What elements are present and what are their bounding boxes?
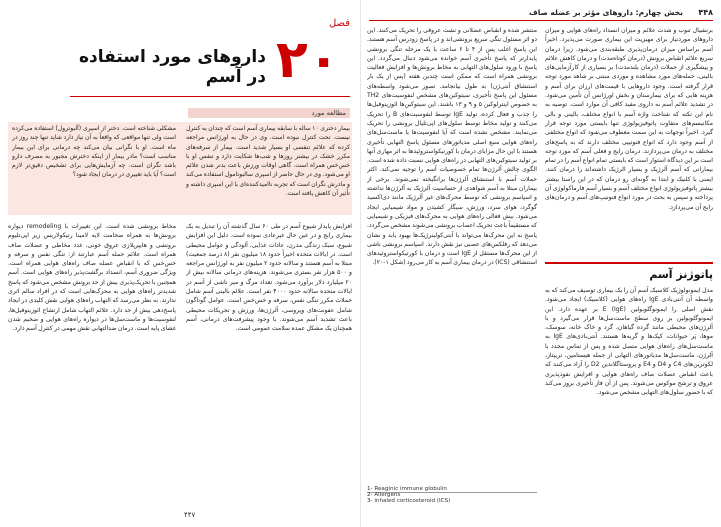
footnote-3: 3- inhaled corticosteroid (ICS) (367, 498, 451, 504)
right-page-number: ۴۴۸ (698, 8, 713, 17)
case-study-text-right: بیمار دختری ۱۰ ساله با سابقه بیماری آسم است که چندان به کنترل نیست. تحت کنترل نبوده است. وی در حال به اورژانس مراجعه کرده که علائم تنفسی او بسیار شدید است. بیمار از سرفه‌های مکرر خشک در بیشتر روزها و شب‌ها شکایت دارد و تنفس او با خس‌خس همراه است. گاهی اوقات ورزش باعث بدتر شدن علائم او می‌شود. وی در حال حاضر از اسپری سالبوتامول استفاده می‌کند و مادرش نگران است که تجربه ناامیدکننده‌ای با این اسپری داشته و تأثیر آن کاهش یافته است. (186, 125, 350, 198)
body-column-right-top: برنشیال تنوب و شدت علائم و میزان انسداد راه‌های هوایی و میزان داروهای موردنیاز برای مهیزیت این بیماری صورت می‌پذیرد. اخیراً آسم براساس میزان درمان‌پذیری طبقه‌بندی می‌شود. زیرا درمان سریع علائم انقباض برونش (درمان کوتاه‌مدت) و درمان کاهش علائم و پیشگیری از حملات (درمان بلندمدت) بر بسیاری از کارآزمایی‌های بالینی، حمله‌های مورد مشاهده و موردی مبتنی بر شاهد مورد توجه قرار گرفته است. وجود داروهایی با قیمت‌های ارزان برای آسم و هزینه هایی که برای بیمارستان و بخش اورژانس آن تأمین می‌شود. در تشدید علائم آسم به داروی مفید کافی آن موارد است. توصیه به نام این نکته که شناخت واژه آسم با انواع مختلف، بالینی و بالی مکانیسم‌های متفاوت پاتوفیزیولوژی تنها بایستی مورد توجه قرار گیرد. اخیراً توجهات به این سمت معطوف می‌شود که انواع مختلفی از آسم وجود دارد که انواع فنوتیپی مختلف دارند که به پاسخ‌های مختلف به درمان می‌پردازند. درمان رایج و فعلی آسم که مورد توجه است بر این دیدگاه استوار است که بایستی تمام انواع آسم را در تمام بیمارانی که آسم آلرژیک و بسیار الرژیک داشته‌اند را درمان کنند. ایمنی با کلنیک و ابتدا به گونه‌ای رو درمان که در این راستا بیشتر بیشتر پاتوفیزیولوژی انواع مختلف آسم و بسیار آسم فارماکولوژی آن پرداخته و سپس به بحث در مورد انواع فنوتیپ‌های آسم و درمان‌های رایج آن می‌پردازد. (545, 27, 713, 211)
chapter-number: ۲۰ (276, 30, 340, 90)
body-column-left: مخاط برونشی شده است. این تغییرات با remodeling دیواره برونش‌ها به همراه ضخامت لایه لامینا رتیکولاریس زیر اپی‌تلیوم برونشی و هایپرپلازی عروق خونی، غدد مخاطی و عضلات صاف همراه است. علائم حمله آسم عبارتند از: تنگی نفس و سرفه و خس‌خس که با انقباض عضله صاف راه‌های هوایی همراه است. ویژگی ضروری آسم، انسداد برگشت‌پذیر راه‌های هوایی است. آسم همچنین با تحریک‌پذیری بیش از حد برونش مشخص می‌شود که پاسخ شدیدتر راه‌های هوایی به محرک‌هایی است که در افراد سالم اثری ندارند. به نظر می‌رسد که التهاب راه‌های هوایی نقش کلیدی در ایجاد پاسخ‌دهی بیش از حد دارد. علائم التهاب شامل ارتشاح ائوزینوفیل‌ها، لنفوسیت‌ها و ماست‌سل‌ها در دیواره راه‌های هوایی و ضخیم شدن غشای پایه است. درمان ضدالتهابی نقش مهمی در کنترل آسم دارد. (8, 223, 176, 333)
body-column-right: افزایش پایدار شیوع آسم در طی ۶۰ سال گذشته آن را تبدیل به یک بیماری رایج و در عین حال غیرعادی نموده است. دلیل این افزایش شیوع، سبک زندگی مدرن، عادات غذایی، آلودگی و عوامل محیطی است. در ایالات متحده اخیراً حدود ۱۸ میلیون نفر (۸ درصد جمعیت) مبتلا به آسم هستند و سالانه حدود ۲ میلیون نفر به اورژانس مراجعه و ۵۰۰ هزار نفر بستری می‌شوند. هزینه‌های درمانی سالانه بیش از ۲۰ میلیارد دلار برآورد می‌شود. تعداد مرگ و میر ناشی از آسم در ایالات متحده سالانه حدود ۴۰۰۰ نفر است. علائم بالینی آسم شامل حملات مکرر تنگی نفس، سرفه و خس‌خس است. عوامل گوناگون شامل عفونت‌های ویروسی، آلرژن‌ها، ورزش و تحریکات محیطی باعث تشدید آسم می‌شوند. با وجود پیشرفت‌های درمانی، آسم همچنان یک مشکل عمده سلامت عمومی است. (186, 223, 352, 333)
body-column-left: منتشر شده و انقباض عضلانی و نشت عروقی را تحریک می‌کنند. این دو اثر مسئول تنگی سریع برونشی‌اند و در پاسخ زودرس آسم هستند. این پاسخ اغلب پس از ۴ تا ۶ ساعت با یک مرحله تنگی برونشی پایدارتر که پاسخ تأخیری آسم خوانده می‌شود دنبال می‌گردد. این پاسخ با ورود سلول‌های التهابی به مخاط برونش‌ها و افزایش فعالیت برونشی همراه است که ممکن است چندین هفته (پس از یک بار استنشاق آنتی‌ژن) به طول بیانجامد. تصور می‌شود واسطه‌های مسئول این پاسخ تأخیری، سیتوکین‌های مشخص لنفوسیت‌های TH2 به خصوص اینترلوکین ۵ و ۹ و ۱۳ باشند. این سیتوکین‌ها ائوزینوفیل‌ها را جذب و فعال کرده، تولید IgE توسط لنفوسیت‌های B را تحریک می‌کنند و تولید مخاط توسط سلول‌های اپی‌تلیال برونشی را تحریک می‌نمایند. مشخص نشده است که آیا لنفوسیت‌ها یا ماست‌سل‌های راه‌های هوایی منبع اصلی مدیاتورهای مسئول پاسخ التهابی تأخیری هستند با این حال مزایای درمان با کورتیکواستروئیدها به اثر مهاری آنها بر تولید سیتوکین‌های التهابی در راه‌های هوایی نسبت داده شده است. الگوی چالش آلرژن‌ها تمام خصوصیات آسم را توجیه نمی‌کند. اکثر حملات آسم با استنشاق آلرژن‌ها برانگیخته نمی‌شوند. برخی از بیماران مبتلا به آسم شواهدی از حساسیت آلرژیک به آلرژن‌ها نداشته و اسپاسم برونشی که توسط محرک‌های غیر آلرژیک مانند دی‌اکسید گوگرد، هوای سرد، ورزش، سیگار کشیدن و مواد شیمیایی ایجاد می‌شود. بیش فعالی راه‌های هوایی به محرک‌های فیزیکی و شیمیایی که مستقیماً باعث تحریک اعصاب برونشی می‌شوند مشخص می‌گردد. پاسخ به این محرک‌ها می‌تواند با آنتی‌کولینرژیک‌ها بهبود یابد و نشان می‌دهد که رفلکس‌های عصبی نیز نقش دارند. اسپاسم برونشی ناشی از این محرک‌ها مستقل از IgE است و درمان با کورتیکواستروئیدهای استنشاقی (ICS) در درمان بیماری آسم به کار می‌رود (شکل ۱-۲۰). (367, 27, 537, 267)
body-column-right-bottom: مدل ایمونولوژیک کلاسیک آسم آن را یک بیماری توصیف می‌کند که به واسطه آن آنتی‌بادی IgE راه‌های هوایی (کلاسیک) ایجاد می‌شود. نقش اصلی را ایمونوگلوبولین E (IgE) بر عهده دارد. این ایمونوگلوبولین بر روی سطح ماست‌سل‌ها قرار می‌گیرد و با آلرژن‌های محیطی مانند گرده گیاهان، گرد و خاک خانه، سوسک، موها، پَر حیوانات، کپک‌ها و گربه‌ها هستند. آنتی‌بادی‌های IgE به ماست‌سل‌های راه‌های هوایی متصل شده و پس از تماس مجدد با آلرژن، ماست‌سل‌ها مدیاتورهای التهابی از جمله هیستامین، تریپتاز، لکوترین‌های C4 و D4 و E4 و پروستاگلاندین D2 را آزاد می‌کنند که باعث انقباض عضلات صاف راه‌های هوایی و افزایش نفوذپذیری عروق و ترشح موکوس می‌شوند. پس از آن فاز تأخیری بروز می‌کند که با حضور سلول‌های التهابی مشخص می‌شود. (545, 287, 713, 397)
section-heading-rule (545, 262, 713, 264)
chapter-label: فصل (328, 18, 350, 29)
left-page-number: ۴۴۷ (184, 511, 196, 519)
case-study-label: مطالعه مورد (311, 109, 346, 117)
chapter-divider (70, 96, 350, 97)
running-header (369, 7, 713, 21)
footnote-1: 1- Reaginic immune globulin (367, 486, 447, 492)
header-rule (369, 20, 713, 21)
case-study-label-bar (188, 108, 350, 118)
case-study-text-left: مشکلی شناخته است. دختر از اسپری (آلبوترول) استفاده می‌کرده است ولی تنها مواقعی که واقعاً به آن نیاز دارد شاید تنها چند روز در ماه است. او با نگرانی بیان می‌کند چه درمانی برای این بیمار مناسب است؟ مادر بیمار از اینکه دخترش مجبور به مصرف دارو باشد نگران است. چه آزمایش‌هایی برای تشخیص دقیق‌تر لازم است؟ آیا باید تغییری در درمان ایجاد شود؟ (12, 125, 176, 179)
chapter-title: داروهای مورد استفاده در آسم (78, 47, 266, 87)
footnotes (367, 486, 539, 504)
section-heading-pathogenesis: پاتوژنز آسم (649, 268, 713, 281)
running-title: بخش چهارم: داروهای مؤثر بر عضله صاف (529, 8, 683, 17)
right-page (361, 0, 721, 527)
footnote-2: 2- Allergens (367, 492, 401, 498)
